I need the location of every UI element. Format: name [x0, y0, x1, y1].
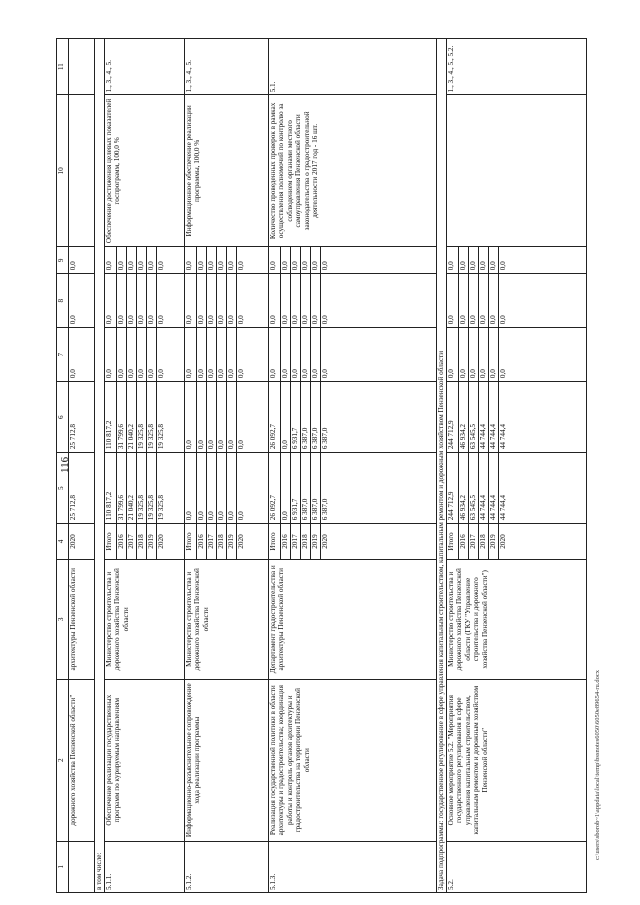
column-number: 4: [57, 524, 69, 560]
cell-value: 0,0: [447, 274, 459, 328]
cell-value: 0,0: [217, 453, 227, 524]
cell-value: 6 387,0: [301, 382, 311, 453]
cell-value: 0,0: [207, 247, 217, 274]
cell-value: 0,0: [105, 328, 117, 382]
cell-value: 0,0: [479, 328, 489, 382]
cell-value: 0,0: [469, 274, 479, 328]
rotated-page: [56, 38, 507, 893]
cell-value: 6 387,0: [311, 382, 321, 453]
cell-value: 44 744,4: [479, 382, 489, 453]
cell-year: Итого: [269, 524, 281, 560]
cell-value: 0,0: [147, 274, 157, 328]
cell-value: 26 092,7: [269, 382, 281, 453]
cell-value: 19 325,8: [137, 382, 147, 453]
cell-value: 0,0: [469, 328, 479, 382]
cell-year: 2017: [291, 524, 301, 560]
cell-regional: 25 712,8: [69, 382, 95, 453]
cell-value: 0,0: [185, 274, 197, 328]
cell-value: 0,0: [137, 328, 147, 382]
cell-links: 1., 3., 4., 5.: [185, 39, 269, 95]
cell-value: 0,0: [127, 274, 137, 328]
cell-value: 0,0: [227, 453, 237, 524]
cell-name: Обеспечение реализации государственных программ по курируемым направлениям: [105, 679, 185, 841]
cell-value: 0,0: [157, 274, 185, 328]
cell-value: 0,0: [147, 247, 157, 274]
cell-value: 21 040,2: [127, 453, 137, 524]
cell-value: 0,0: [197, 328, 207, 382]
column-number: 9: [57, 247, 69, 274]
page-number: 116: [59, 456, 71, 473]
cell-federal: 0,0: [69, 328, 95, 382]
cell-value: 0,0: [447, 328, 459, 382]
cell-year: 2016: [117, 524, 127, 560]
cell-value: 0,0: [207, 274, 217, 328]
cell-value: 0,0: [185, 453, 197, 524]
cell-value: 19 325,8: [157, 453, 185, 524]
cell-executor: Министерство строительства и дорожного хозяйства Пензенской области (ГКУ "Управление строительства и дорожного хозяйства Пензенской области"): [447, 559, 587, 679]
cell-value: 0,0: [459, 274, 469, 328]
cell-value: 46 934,2: [459, 453, 469, 524]
cell-value: 0,0: [117, 274, 127, 328]
cell-value: 0,0: [157, 328, 185, 382]
cell-value: 46 934,2: [459, 382, 469, 453]
cell-value: 0,0: [291, 247, 301, 274]
cell-value: 0,0: [281, 453, 291, 524]
cell-value: 44 744,4: [499, 382, 587, 453]
column-number: 2: [57, 679, 69, 841]
cell-value: 0,0: [227, 382, 237, 453]
cell-value: 0,0: [197, 247, 207, 274]
column-number: 7: [57, 328, 69, 382]
task-row: [437, 39, 447, 893]
cell-value: 244 712,9: [447, 453, 459, 524]
cell-year: 2018: [137, 524, 147, 560]
cell-value: 0,0: [499, 247, 587, 274]
cell-num: 5.1.3.: [269, 841, 437, 892]
cell-year: 2020: [499, 524, 587, 560]
cell-executor: Министерство строительства и дорожного хозяйства Пензенской области: [105, 559, 185, 679]
cell-value: 0,0: [185, 247, 197, 274]
cell-year: 2018: [217, 524, 227, 560]
cell-value: 0,0: [237, 382, 269, 453]
cell-links: [69, 39, 95, 95]
cell-local: 0,0: [69, 274, 95, 328]
cell-value: 31 799,6: [117, 382, 127, 453]
cell-value: 0,0: [237, 274, 269, 328]
cell-value: 63 545,5: [469, 453, 479, 524]
table-body: [57, 39, 587, 893]
cell-value: 0,0: [499, 274, 587, 328]
cell-value: 0,0: [499, 328, 587, 382]
cell-value: 0,0: [127, 328, 137, 382]
cell-value: 0,0: [321, 274, 437, 328]
task-text: Задача подпрограммы: государственное регулирование в сфере управления капитальным строительством, капитальным ремонтом и дорожным хозяйством Пензенской области: [437, 39, 447, 893]
cell-value: 0,0: [479, 247, 489, 274]
cell-value: 0,0: [311, 328, 321, 382]
cell-year: 2020: [237, 524, 269, 560]
cell-links: 1., 3., 4., 5., 5.2.: [447, 39, 587, 95]
cell-year: Итого: [185, 524, 197, 560]
cell-value: 0,0: [147, 328, 157, 382]
cell-indicator: [447, 95, 587, 247]
cell-value: 0,0: [269, 274, 281, 328]
cell-year: 2017: [469, 524, 479, 560]
cell-executor: архитектуры Пензенской области: [69, 559, 95, 679]
cell-executor: Департамент градостроительства и архитектуры Пензенской области: [269, 559, 437, 679]
cell-value: 0,0: [197, 382, 207, 453]
cell-value: 0,0: [185, 382, 197, 453]
column-number: 11: [57, 39, 69, 95]
cell-value: 0,0: [321, 247, 437, 274]
cell-value: 44 744,4: [489, 382, 499, 453]
cell-value: 19 325,8: [137, 453, 147, 524]
table-row: [185, 39, 197, 893]
cell-num: 5.1.1.: [105, 841, 185, 892]
cell-executor: Министерство строительства и дорожного хозяйства Пензенской области: [185, 559, 269, 679]
cell-value: 0,0: [157, 247, 185, 274]
cell-year: 2019: [227, 524, 237, 560]
cell-value: 6 387,0: [301, 453, 311, 524]
cell-value: 0,0: [217, 328, 227, 382]
cell-num: 5.1.2.: [185, 841, 269, 892]
cell-value: 0,0: [237, 247, 269, 274]
continued-row: [69, 39, 95, 893]
cell-links: 1., 3., 4., 5.: [105, 39, 185, 95]
cell-value: 0,0: [459, 247, 469, 274]
cell-value: 0,0: [197, 453, 207, 524]
column-number: 3: [57, 559, 69, 679]
cell-year: 2018: [479, 524, 489, 560]
cell-name: Информационно-разъяснительное сопровождение хода реализации программы: [185, 679, 269, 841]
cell-year: 2020: [321, 524, 437, 560]
cell-links: 5.1.: [269, 39, 437, 95]
cell-value: 0,0: [227, 274, 237, 328]
cell-year: 2016: [281, 524, 291, 560]
cell-value: 0,0: [311, 274, 321, 328]
cell-value: 0,0: [479, 274, 489, 328]
cell-value: 0,0: [127, 247, 137, 274]
table-row: [269, 39, 281, 893]
cell-value: 0,0: [281, 274, 291, 328]
cell-other: 0,0: [69, 247, 95, 274]
cell-year: Итого: [447, 524, 459, 560]
cell-value: 0,0: [281, 382, 291, 453]
cell-value: 19 325,8: [147, 382, 157, 453]
cell-value: 110 817,2: [105, 453, 117, 524]
cell-year: 2016: [459, 524, 469, 560]
column-number: 1: [57, 841, 69, 892]
cell-value: 110 817,2: [105, 382, 117, 453]
cell-value: 0,0: [137, 274, 147, 328]
table-row: [447, 39, 459, 893]
cell-value: 0,0: [301, 247, 311, 274]
cell-num: 5.2.: [447, 841, 587, 892]
cell-value: 0,0: [281, 328, 291, 382]
column-number: 5: [57, 453, 69, 524]
cell-value: 0,0: [321, 328, 437, 382]
cell-year: 2017: [127, 524, 137, 560]
column-number: 10: [57, 95, 69, 247]
cell-name: Реализация государственной политики в области архитектуры и градостроительства; координация работы и контроль органов архитектуры и градостроительства на территории Пензенской области: [269, 679, 437, 841]
cell-value: 19 325,8: [157, 382, 185, 453]
cell-value: 6 931,7: [291, 453, 301, 524]
cell-value: 31 799,6: [117, 453, 127, 524]
cell-value: 0,0: [207, 453, 217, 524]
cell-year: 2017: [207, 524, 217, 560]
cell-value: 0,0: [137, 247, 147, 274]
cell-value: 0,0: [459, 328, 469, 382]
cell-value: 244 712,9: [447, 382, 459, 453]
cell-total: 25 712,8: [69, 453, 95, 524]
cell-value: 0,0: [197, 274, 207, 328]
cell-value: 0,0: [489, 274, 499, 328]
cell-value: 63 545,5: [469, 382, 479, 453]
cell-year: 2019: [147, 524, 157, 560]
column-number: 6: [57, 382, 69, 453]
cell-year: 2020: [69, 524, 95, 560]
cell-value: 0,0: [301, 274, 311, 328]
budget-table: [56, 38, 587, 893]
cell-value: 26 092,7: [269, 453, 281, 524]
cell-value: 0,0: [311, 247, 321, 274]
cell-value: 0,0: [489, 247, 499, 274]
cell-value: 44 744,4: [479, 453, 489, 524]
cell-value: 6 387,0: [321, 453, 437, 524]
cell-year: 2020: [157, 524, 185, 560]
in-that-number-label: в том числе:: [95, 39, 105, 893]
cell-value: 0,0: [291, 274, 301, 328]
cell-value: 0,0: [185, 328, 197, 382]
cell-value: 0,0: [281, 247, 291, 274]
cell-value: 0,0: [469, 247, 479, 274]
cell-value: 44 744,4: [499, 453, 587, 524]
cell-value: 0,0: [207, 328, 217, 382]
cell-value: 19 325,8: [147, 453, 157, 524]
cell-year: 2016: [197, 524, 207, 560]
cell-value: 0,0: [269, 247, 281, 274]
cell-indicator: Обеспечение достижения целевых показателей госпрограмм, 100,0 %: [105, 95, 185, 247]
cell-value: 6 387,0: [321, 382, 437, 453]
cell-value: 21 040,2: [127, 382, 137, 453]
cell-value: 0,0: [217, 274, 227, 328]
cell-value: 44 744,4: [489, 453, 499, 524]
cell-year: 2019: [489, 524, 499, 560]
cell-num: [69, 841, 95, 892]
cell-value: 0,0: [447, 247, 459, 274]
cell-value: 0,0: [227, 247, 237, 274]
cell-value: 0,0: [217, 382, 227, 453]
cell-value: 0,0: [489, 328, 499, 382]
table-row: [105, 39, 117, 893]
cell-year: 2018: [301, 524, 311, 560]
cell-value: 0,0: [207, 382, 217, 453]
cell-value: 0,0: [105, 247, 117, 274]
cell-value: 0,0: [105, 274, 117, 328]
cell-year: 2019: [311, 524, 321, 560]
cell-value: 6 387,0: [311, 453, 321, 524]
cell-value: 0,0: [117, 328, 127, 382]
cell-value: 0,0: [217, 247, 227, 274]
cell-year: Итого: [105, 524, 117, 560]
cell-indicator: Количество проведенных проверок в рамках осуществления полномочий по контролю за соблюдением органами местного самоуправления Пензенской области законодательства о градостроительной деятельности 2017 год - 16 шт.: [269, 95, 437, 247]
cell-value: 0,0: [301, 328, 311, 382]
file-path-footer: c:\users\sborob~1\appdata\local\temp\bssnotes6050\6050e89654-ru.docx: [594, 670, 601, 860]
column-number: 8: [57, 274, 69, 328]
cell-name: дорожного хозяйства Пензенской области": [69, 679, 95, 841]
cell-name: Основное мероприятие 5.2. "Мероприятия государственного регулирования в сфере управления капитальным строительством, капитальным ремонтом и дорожным хозяйством Пензенской области": [447, 679, 587, 841]
cell-indicator: Информационное обеспечение реализации программы, 100,0 %: [185, 95, 269, 247]
cell-value: 0,0: [291, 328, 301, 382]
in-that-number-row: [95, 39, 105, 893]
cell-value: 0,0: [237, 328, 269, 382]
cell-indicator: [69, 95, 95, 247]
cell-value: 0,0: [269, 328, 281, 382]
cell-value: 0,0: [227, 328, 237, 382]
cell-value: 0,0: [117, 247, 127, 274]
cell-value: 6 931,7: [291, 382, 301, 453]
cell-value: 0,0: [237, 453, 269, 524]
